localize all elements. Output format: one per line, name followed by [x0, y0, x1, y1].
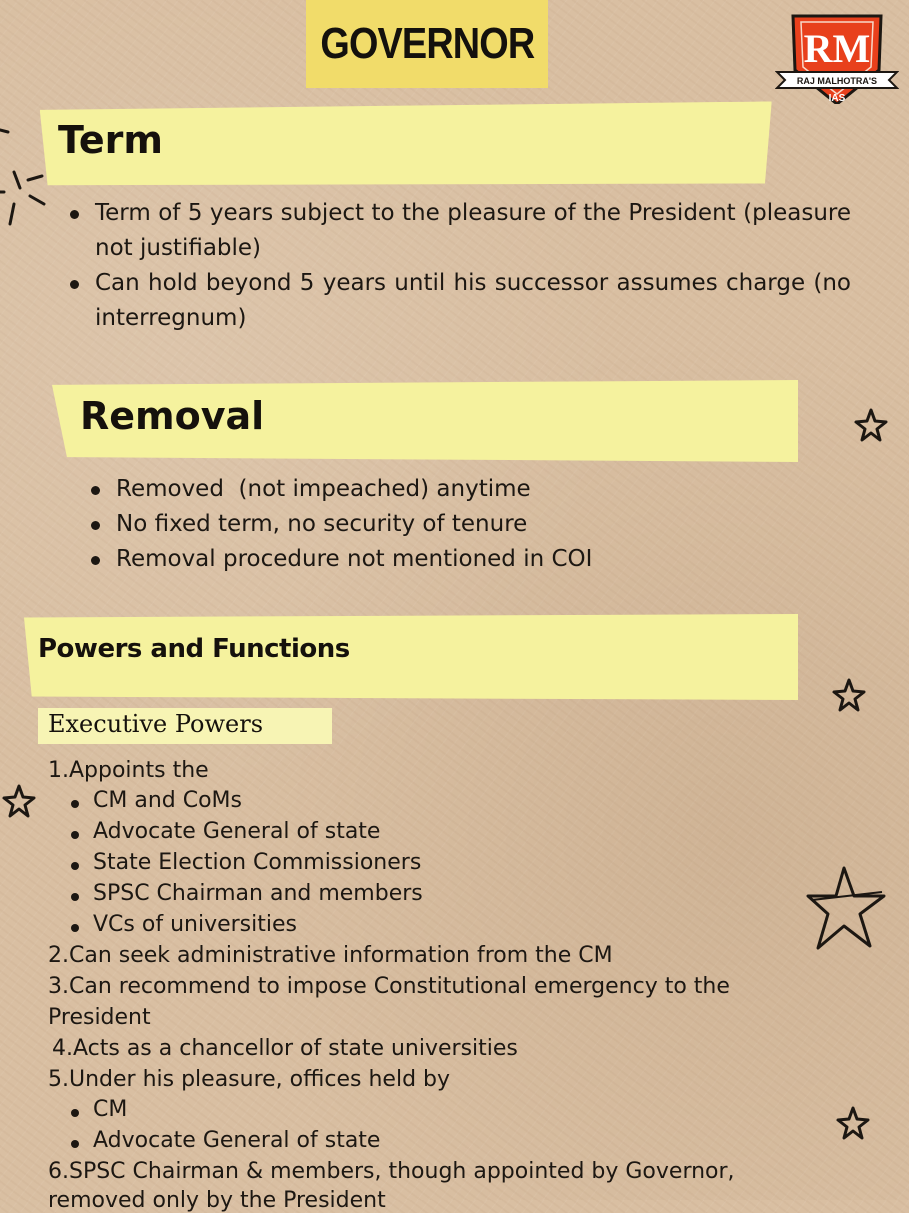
list-item: [95, 266, 851, 336]
removal-bullet-2: No fixed term, no security of tenure: [116, 511, 528, 537]
bullet-icon: [71, 1109, 79, 1117]
bullet-icon: [91, 486, 100, 495]
power-sub-text: SPSC Chairman and members: [93, 881, 423, 906]
removal-heading: Removal: [80, 394, 265, 438]
bullet-icon: [71, 800, 79, 808]
power-sub-text: CM: [93, 1097, 128, 1122]
list-item: [95, 196, 851, 266]
power-sub-5a: [93, 1097, 127, 1122]
power-sub-1a: [93, 788, 242, 813]
power-sub-1e: [93, 912, 297, 937]
bullet-icon: [70, 280, 79, 289]
large-star-icon: [804, 862, 888, 954]
bullet-icon: [71, 862, 79, 870]
bullet-icon: [91, 521, 100, 530]
star-icon-3: [2, 784, 36, 818]
power-sub-1c: [93, 850, 421, 875]
brand-logo: [775, 12, 899, 104]
power-item-2: 2.Can seek administrative information from the CM: [48, 943, 613, 968]
star-icon-2: [832, 678, 866, 712]
power-item-1: 1.Appoints the: [48, 758, 209, 783]
term-list: [95, 196, 851, 336]
executive-subheading: Executive Powers: [48, 710, 264, 738]
bullet-icon: [71, 924, 79, 932]
power-item-3-cont: President: [48, 1005, 151, 1030]
bullet-icon: [70, 210, 79, 219]
bullet-icon: [71, 831, 79, 839]
power-sub-1b: [93, 819, 380, 844]
term-bullet-1: Term of 5 years subject to the pleasure of the President (pleasure not justifiable): [95, 200, 851, 261]
logo-brand: RAJ MALHOTRA'S: [796, 76, 878, 86]
title-banner: [306, 0, 548, 88]
power-item-6: 6.SPSC Chairman & members, though appointed by Governor,: [48, 1159, 735, 1184]
term-bullet-2: Can hold beyond 5 years until his successor assumes charge (no interregnum): [95, 270, 851, 331]
power-item-3: 3.Can recommend to impose Constitutional emergency to the: [48, 974, 730, 999]
page-title: GOVERNOR: [320, 19, 534, 68]
power-item-6-cont: removed only by the President: [48, 1188, 386, 1213]
power-sub-5b: [93, 1128, 380, 1153]
removal-bullet-1: Removed (not impeached) anytime: [116, 476, 531, 502]
power-sub-text: CM and CoMs: [93, 788, 242, 813]
power-sub-text: State Election Commissioners: [93, 850, 422, 875]
power-sub-text: Advocate General of state: [93, 1128, 381, 1153]
star-icon-4: [836, 1106, 870, 1140]
powers-heading: Powers and Functions: [38, 634, 350, 664]
power-item-4: 4.Acts as a chancellor of state universities: [52, 1036, 518, 1061]
bullet-icon: [91, 556, 100, 565]
removal-list: [116, 472, 816, 577]
bullet-icon: [71, 1140, 79, 1148]
sparkle-icon: [0, 120, 50, 240]
bullet-icon: [71, 893, 79, 901]
power-sub-text: Advocate General of state: [93, 819, 381, 844]
power-sub-1d: [93, 881, 423, 906]
list-item: [116, 472, 816, 507]
list-item: [116, 507, 816, 542]
power-item-5: 5.Under his pleasure, offices held by: [48, 1067, 451, 1092]
logo-sub: IAS: [828, 93, 846, 104]
term-heading: Term: [58, 118, 163, 162]
logo-initials: RM: [803, 26, 871, 71]
star-icon-1: [854, 408, 888, 442]
power-sub-text: VCs of universities: [93, 912, 297, 937]
list-item: [116, 542, 816, 577]
removal-bullet-3: Removal procedure not mentioned in COI: [116, 546, 593, 572]
